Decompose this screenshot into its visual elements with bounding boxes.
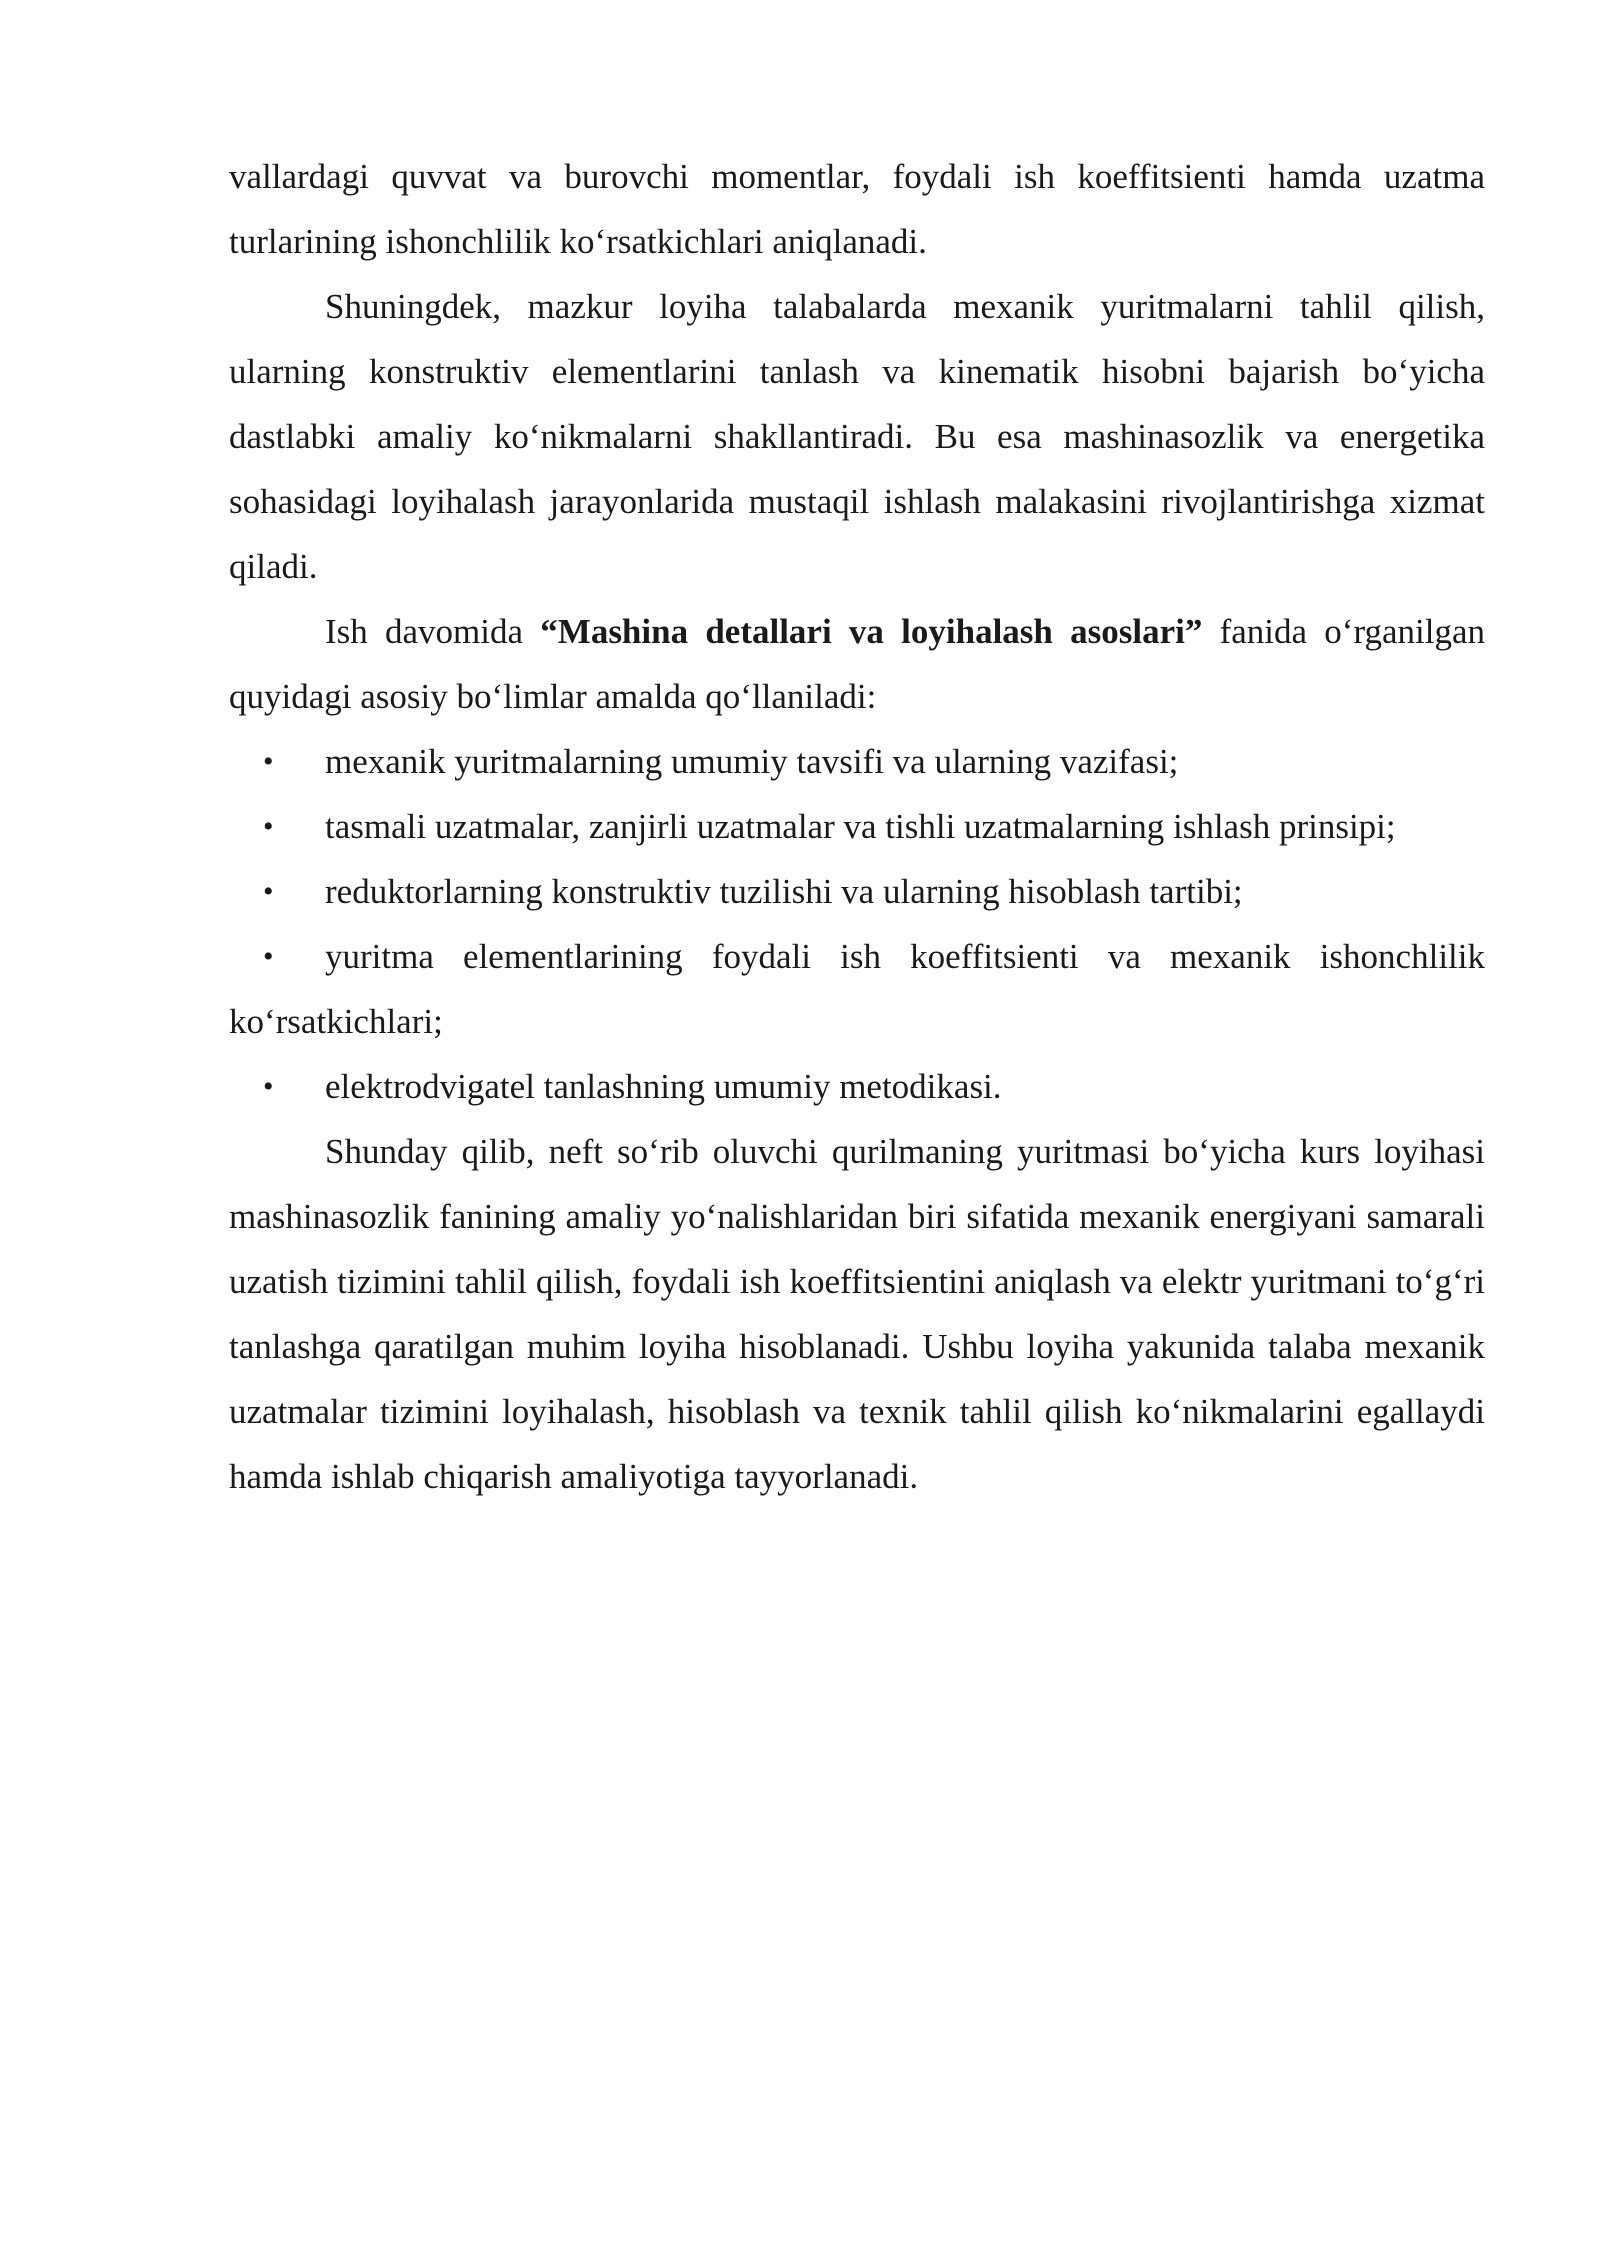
paragraph-intro-rest: fanida o‘rganilgan quyidagi asosiy bo‘limlar amalda qo‘llaniladi:	[229, 612, 1485, 716]
list-item-text: yuritma elementlarining foydali ish koeffitsienti va mexanik ishonchlilik ko‘rsatkichlari;	[229, 937, 1485, 1041]
paragraph-conclusion: Shunday qilib, neft so‘rib oluvchi qurilmaning yuritmasi bo‘yicha kurs loyihasi mashinasozlik fanining amaliy yo‘nalishlaridan biri sifatida mexanik energiyani samarali uzatish tizimini tahlil qilish, foydali ish koeffitsientini aniqlash va elektr yuritmani to‘g‘ri tanlashga qaratilgan muhim loyiha hisoblanadi. Ushbu loyiha yakunida talaba mexanik uzatmalar tizimini loyihalash, hisoblash va texnik tahlil qilish ko‘nikmalarini egallaydi hamda ishlab chiqarish amaliyotiga tayyorlanadi.	[229, 1132, 1485, 1496]
list-item	[229, 1054, 1485, 1119]
list-item-text: reduktorlarning konstruktiv tuzilishi va ularning hisoblash tartibi;	[325, 872, 1243, 911]
list-item	[229, 794, 1485, 859]
list-item-text: mexanik yuritmalarning umumiy tavsifi va ularning vazifasi;	[325, 742, 1179, 781]
bullet-icon: •	[263, 745, 274, 778]
document-body	[229, 144, 1485, 1509]
list-item	[229, 729, 1485, 794]
paragraph-continuation: vallardagi quvvat va burovchi momentlar, foydali ish koeffitsienti hamda uzatma turlarining ishonchlilik ko‘rsatkichlari aniqlanadi.	[229, 157, 1485, 261]
bullet-icon: •	[263, 875, 274, 908]
sections-list	[229, 729, 1485, 1119]
paragraph-course-sections	[229, 599, 1485, 729]
course-title: “Mashina detallari va loyihalash asoslari”	[540, 612, 1203, 651]
list-item	[229, 859, 1485, 924]
bullet-icon: •	[263, 1070, 274, 1103]
bullet-icon: •	[263, 810, 274, 843]
paragraph-project-skills: Shuningdek, mazkur loyiha talabalarda mexanik yuritmalarni tahlil qilish, ularning konstruktiv elementlarini tanlash va kinematik hisobni bajarish bo‘yicha dastlabki amaliy ko‘nikmalarni shakllantiradi. Bu esa mashinasozlik va energetika sohasidagi loyihalash jarayonlarida mustaqil ishlash malakasini rivojlantirishga xizmat qiladi.	[229, 287, 1485, 586]
list-item-text: tasmali uzatmalar, zanjirli uzatmalar va tishli uzatmalarning ishlash prinsipi;	[325, 807, 1396, 846]
list-item	[229, 924, 1485, 1054]
list-item-text: elektrodvigatel tanlashning umumiy metodikasi.	[325, 1067, 1002, 1106]
paragraph-intro-text: Ish davomida	[325, 612, 541, 651]
bullet-icon: •	[263, 940, 274, 973]
